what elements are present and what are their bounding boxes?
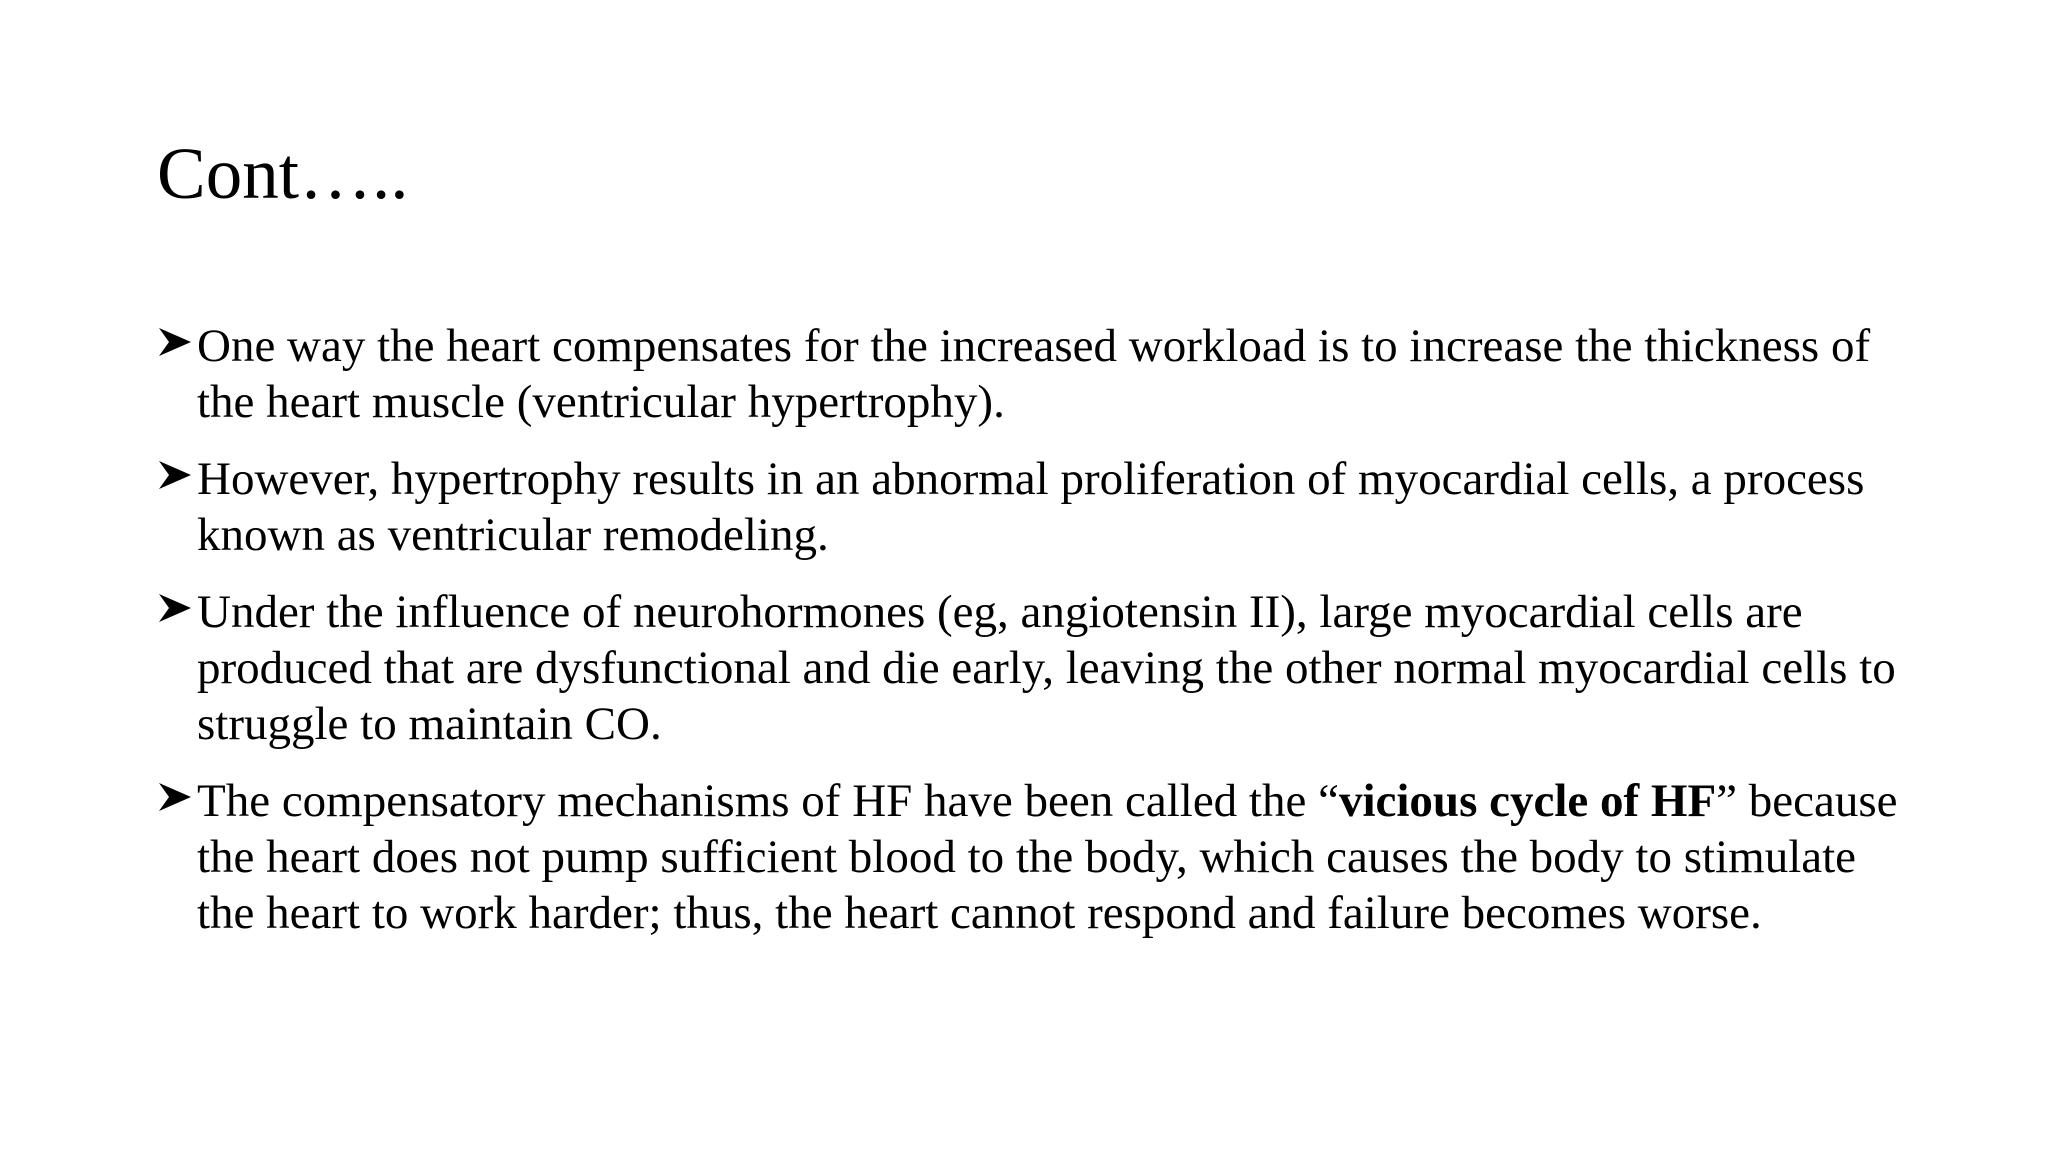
bullet-list — [157, 318, 1917, 962]
arrowhead-bullet-icon — [157, 459, 193, 491]
bullet-item — [157, 318, 1917, 430]
bullet-text: One way the heart compensates for the increased workload is to increase the thickness of the heart muscle (ventricular hypertrophy). — [197, 320, 1871, 428]
bullet-text: However, hypertrophy results in an abnormal proliferation of myocardial cells, a process known as ventricular remodeling. — [197, 453, 1865, 561]
arrowhead-bullet-icon — [157, 326, 193, 358]
arrowhead-bullet-icon — [157, 781, 193, 813]
bullet-item — [157, 584, 1917, 752]
bullet-item — [157, 451, 1917, 563]
bullet-text: Under the influence of neurohormones (eg, angiotensin II), large myocardial cells are produced that are dysfunctional and die early, leaving the other normal myocardial cells to struggle to maintain CO. — [197, 586, 1896, 750]
arrowhead-bullet-icon — [157, 592, 193, 624]
bullet-item — [157, 773, 1917, 941]
slide-title: Cont….. — [157, 133, 409, 214]
bullet-text-suffix: ” because the heart does not pump sufficient blood to the body, which causes the body to stimulate the heart to work harder; thus, the heart cannot respond and failure becomes worse. — [197, 775, 1898, 939]
bold-phrase: vicious cycle of HF — [1338, 775, 1717, 827]
bullet-text-prefix: The compensatory mechanisms of HF have been called the “ — [197, 775, 1339, 827]
